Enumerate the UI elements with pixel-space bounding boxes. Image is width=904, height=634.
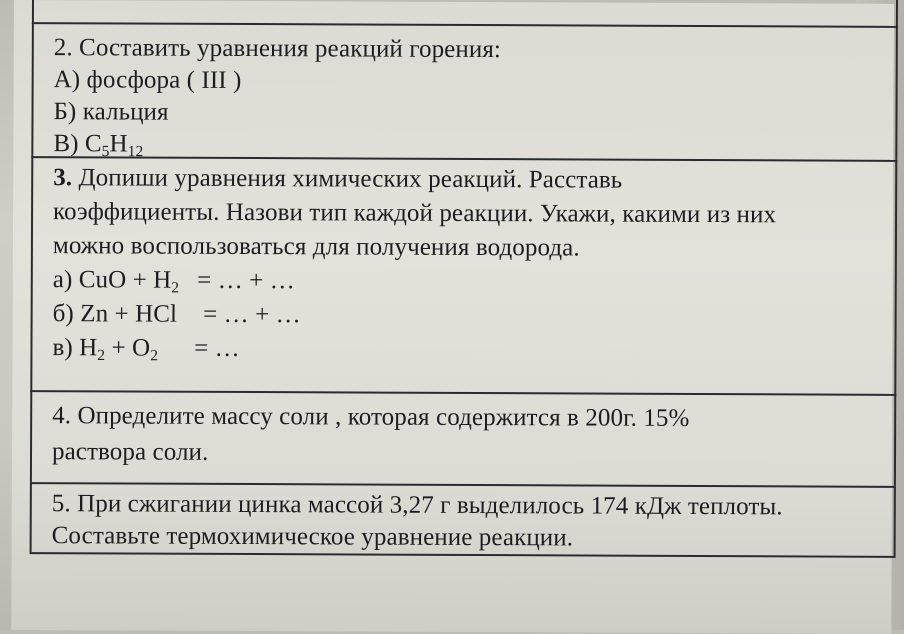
worksheet [11,0,894,634]
formula-c-sub: 5 [101,143,110,161]
equation-c-h: H [79,334,98,362]
task-4-line-1: 4. Определите массу соли , которая содержится в 200г. 15% [52,402,690,432]
equation-a-lhs: CuO + H [78,266,172,294]
equation-c [52,334,239,363]
equation-a-lhs-sub: 2 [171,279,180,297]
task-2-cell [31,22,898,160]
equation-a-label: а) [52,266,79,294]
formula-h: H [109,130,128,158]
equation-a-rhs: = … + … [197,266,295,295]
task-2-item-c-prefix: В) [53,130,85,158]
task-2-item-b: Б) кальция [53,98,169,126]
task-2-item-a: А) фосфора ( III ) [53,66,242,94]
equation-b-rhs: = … + … [203,300,301,329]
task-5-line-1: 5. При сжигании цинка массой 3,27 г выделилось 174 кДж теплоты. [51,490,783,521]
task-5-cell [30,482,896,558]
task-2-title: 2. Составить уравнения реакций горения: [53,34,502,64]
task-3-cell [30,156,897,396]
equation-c-h-sub: 2 [97,347,106,365]
equation-c-rhs: = … [194,334,240,362]
task-3-line-1-text: Допиши уравнения химических реакций. Расставь [72,164,623,194]
task-3-number: 3. [53,164,73,192]
formula-c: C [84,130,102,158]
equation-c-o-sub: 2 [150,347,159,365]
task-5-line-2: Составьте термохимическое уравнение реакции. [51,522,574,552]
equation-b-lhs: Zn + HCl [80,300,178,328]
task-4-cell [30,390,896,486]
equation-c-plus-o: + O [105,334,151,362]
equation-c-label: в) [52,334,80,362]
task-2-item-c [53,130,144,161]
equation-b-label: б) [52,300,81,328]
equation-b [53,300,301,329]
task-3-line-3: можно воспользоваться для получения водорода. [52,232,580,262]
task-3-line-2: коэффициенты. Назови тип каждой реакции. Укажи, какими из них [53,198,777,229]
formula-h-sub: 12 [127,143,144,161]
equation-a [53,266,295,295]
task-4-line-2: раствора соли. [51,438,209,466]
task-3-line-1 [53,164,622,194]
